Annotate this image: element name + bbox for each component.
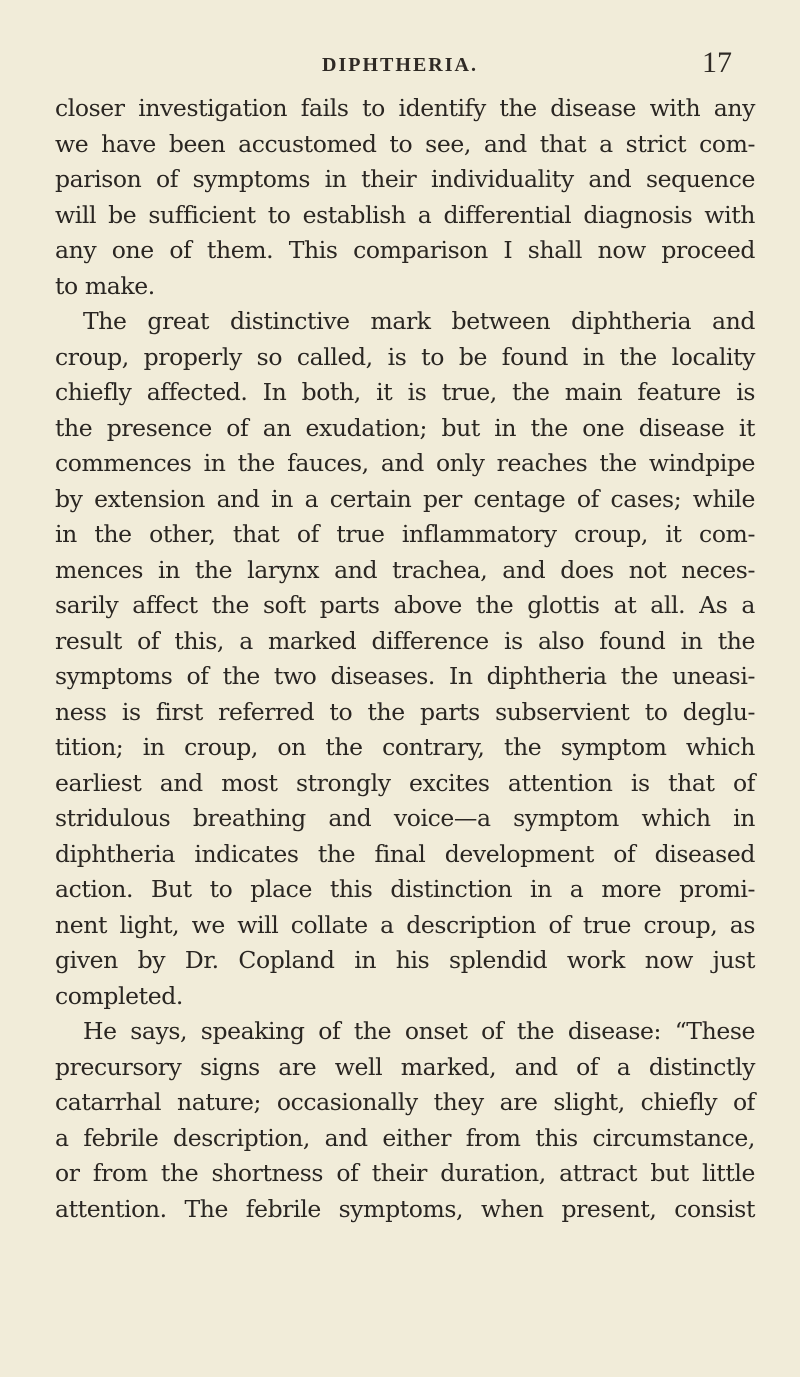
text-line: ness is first referred to the parts subservient to deglu- — [55, 697, 755, 726]
text-line: the presence of an exudation; but in the one disease it — [55, 413, 755, 442]
text-line: The great distinctive mark between diphtheria and — [83, 307, 755, 335]
text-line: result of this, a marked difference is also found in the — [55, 626, 755, 655]
text-line: will be sufficient to establish a differential diagnosis with — [55, 200, 755, 229]
text-line: croup, properly so called, is to be found in the locality — [55, 342, 755, 371]
text-line: catarrhal nature; occasionally they are slight, chiefly of — [55, 1088, 755, 1116]
text-line: tition; in croup, on the contrary, the symptom which — [55, 733, 755, 761]
text-line: given by Dr. Copland in his splendid work now just — [55, 946, 755, 974]
text-line: mences in the larynx and trachea, and does not neces- — [55, 555, 755, 584]
running-title: DIPHTHERIA. — [322, 54, 478, 76]
text-line: any one of them. This comparison I shall now proceed — [55, 236, 755, 264]
text-line: closer investigation fails to identify the disease with any — [55, 94, 755, 122]
text-line: earliest and most strongly excites attention is that of — [55, 768, 755, 797]
text-line: by extension and in a certain per centage of cases; while — [55, 484, 755, 513]
page-number: 17 — [702, 46, 732, 79]
text-line: diphtheria indicates the final development of diseased — [55, 839, 755, 868]
text-line: precursory signs are well marked, and of a distinctly — [55, 1052, 755, 1081]
text-line: He says, speaking of the onset of the disease: “These — [83, 1017, 755, 1045]
text-line: action. But to place this distinction in a more promi- — [55, 875, 755, 903]
text-line: we have been accustomed to see, and that a strict com- — [55, 129, 755, 158]
text-line: attention. The febrile symptoms, when present, consist — [55, 1194, 755, 1223]
text-line: symptoms of the two diseases. In diphtheria the uneasi- — [55, 662, 755, 690]
text-line: chiefly affected. In both, it is true, the main feature is — [55, 378, 755, 406]
text-line: in the other, that of true inflammatory croup, it com- — [55, 520, 755, 548]
text-line: nent light, we will collate a description of true croup, as — [55, 910, 755, 939]
text-line: to make. — [55, 271, 155, 300]
text-line: commences in the fauces, and only reaches the windpipe — [55, 449, 755, 477]
text-line: stridulous breathing and voice—a symptom which in — [55, 804, 755, 832]
text-line: sarily affect the soft parts above the glottis at all. As a — [55, 591, 755, 619]
text-line: or from the shortness of their duration, attract but little — [55, 1159, 755, 1187]
body-text — [55, 91, 755, 1227]
running-head — [0, 40, 800, 80]
text-line: completed. — [55, 981, 183, 1010]
text-line: a febrile description, and either from this circumstance, — [55, 1123, 755, 1152]
text-line: parison of symptoms in their individuality and sequence — [55, 165, 755, 193]
